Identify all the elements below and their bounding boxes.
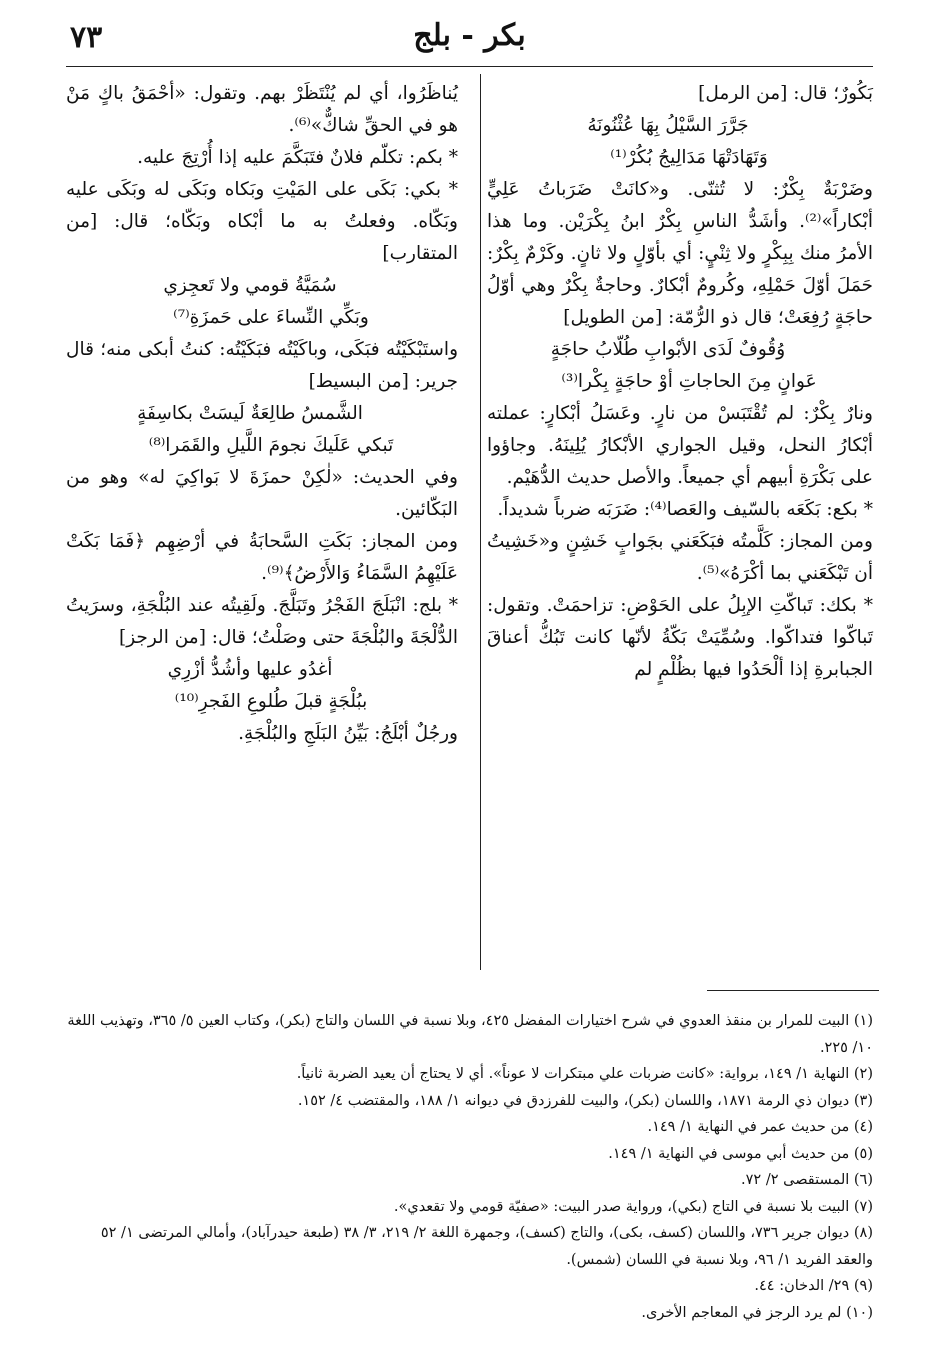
column-divider <box>480 74 481 970</box>
paragraph: ونارٌ بِكْرٌ: لم تُقْتَبَسْ من نارٍ. وعَسَلُ أبْكارٍ: عملته أبْكارُ النحل، وقيل الجواري الأبْكارُ يُلِينَهُ. وجاؤوا على بَكْرَةِ أبيهم أي جميعاً. والأصل حديث الدُّهَيْم. <box>487 403 873 488</box>
verse-line: تَبكي عَلَيكَ نجومَ اللَّيلِ والقَمَرا⁽⁸⁾ <box>148 435 394 456</box>
verse-line: جَرَّرَ السَّيْلُ بِهَا عُثْنُونَهُ <box>587 115 749 136</box>
footnote: (٣) ديوان ذي الرمة ١٨٧١، واللسان (بكر)، والبيت للفرزدق في ديوانه ١/ ١٨٨، والمقتضب ٤/ ١٥٢. <box>297 1092 873 1109</box>
paragraph: ورجُلٌ أبْلَجُ: بَيِّنُ البَلَجِ والبُلْجَةِ. <box>238 723 458 744</box>
entry-bky: * بكي: بَكَى على المَيْتِ وبَكاه وبَكَى له وبَكَى عليه وبَكّاه. وفعلتُ به ما أبْكاه وبَكّاه؛ قال: [من المتقارب] <box>66 179 458 264</box>
verse-line: عَوانٍ مِنَ الحاجاتِ أوْ حاجَةٍ بِكْرا⁽³⁾ <box>561 371 817 392</box>
footnote-rule <box>707 990 879 991</box>
footnote: (٢) النهاية ١/ ١٤٩، برواية: «كانت ضربات علي مبتكرات لا عوناً». أي لا يحتاج أن يعيد الضربة ثانياً. <box>296 1066 873 1082</box>
footnote: (٧) البيت بلا نسبة في التاج (بكي)، ورواية صدر البيت: «صفيّة قومي ولا تقعدي». <box>393 1198 873 1215</box>
page-header <box>60 18 879 62</box>
footnote: (٩) ٢٩/ الدخان: ٤٤. <box>754 1278 873 1294</box>
running-title: بكر - بلج <box>413 18 526 53</box>
entry-bkk: * بكك: تَباكّتِ الإبِلُ على الحَوْضِ: تزاحمَتْ. وتقول: تَباكّوا فتداكّوا. وسُمِّيَتْ بَكّةُ لأنّها كانت تَبُكُّ أعناقَ الجبابرةِ إذا ألْحَدُوا فيها بظُلْمٍ لم <box>487 595 873 680</box>
footnote: (٦) المستقصى ٢/ ٧٢. <box>741 1172 873 1188</box>
footnote: (٥) من حديث أبي موسى في النهاية ١/ ١٤٩. <box>608 1145 873 1162</box>
paragraph: ومن المجاز: بَكَتِ السَّحابَةُ في أرْضِهِم ﴿فَمَا بَكَتْ عَلَيْهِمُ السَّمَاءُ وَالأَرْضُ﴾⁽⁹⁾. <box>66 531 458 584</box>
entry-bkm: * بكم: تكلّم فلانٌ فتَبَكَّمَ عليه إذا أُرْتِجَ عليه. <box>137 147 458 168</box>
page-number: ٧٣ <box>70 20 103 55</box>
paragraph: ومن المجاز: كَلَّمتُه فبَكَعَني بجَوابٍ خَشِنٍ و«خَشِيتُ أن تَبْكَعَني بما أكْرَهُ»⁽⁵⁾. <box>487 531 873 584</box>
verse-line: وَتَهَادَتْهَا مَدَالِيجُ بُكُرْ⁽¹⁾ <box>610 147 768 168</box>
footnotes <box>65 1008 873 1326</box>
verse-line: أغدُو عليها وأشُدُّ أزْرِي <box>167 659 333 680</box>
footnote: (٤) من حديث عمر في النهاية ١/ ١٤٩. <box>647 1119 873 1135</box>
footnote: (١٠) لم يرد الرجز في المعاجم الأخرى. <box>641 1304 873 1321</box>
entry-blj: * بلج: انْبَلَجَ الفَجْرُ وتَبَلَّجَ. ولَقِيتُه عند البُلْجَةِ، وسرَيتُ الدُّلْجَةَ والبُلْجَةَ حتى وصَلْتُ؛ قال: [من الرجز] <box>66 595 458 648</box>
right-column <box>487 78 873 686</box>
verse-line: سُمَيَّةُ قومي ولا تَعجِزي <box>163 275 337 296</box>
paragraph: بَكُورٌ؛ قال: [من الرمل] <box>698 83 873 104</box>
left-column <box>66 78 458 750</box>
verse-line: الشَّمسُ طالِعَةٌ لَيسَتْ بكاسِفَةٍ <box>137 403 363 424</box>
verse-line: وبَكِّي النِّساءَ على حَمزَةِ⁽⁷⁾ <box>173 307 369 328</box>
paragraph: وضَرْبَةٌ بِكْرٌ: لا تُثنّى. و«كانَتْ ضَرَباتُ عَلِيٍّ أبْكاراً»⁽²⁾. وأشَدُّ الناسِ بِكْرٌ ابنُ بِكْرَيْن. وما هذا الأمرُ منك بِبِكْرٍ ولا ثِنْيٍ: أي بأوّلٍ ولا ثانٍ. وكَرْمٌ بِكْرٌ: حَمَلَ أوّلَ حَمْلِهِ، وكُرومٌ أبْكارٌ. وحاجةٌ بِكْرٌ وهي أوّلُ حاجَةٍ رُفِعَتْ؛ قال ذو الرُّمّة: [من الطويل] <box>487 179 873 328</box>
header-rule <box>66 66 873 67</box>
paragraph: وفي الحديث: «لٰكِنْ حمزَةَ لا بَواكِيَ له» وهو من البَكّائين. <box>66 467 458 520</box>
footnote: (١) البيت للمرار بن منقذ العدوي في شرح اختيارات المفضل ٤٢٥، وبلا نسبة في اللسان والتاج (بكر)، وكتاب العين ٥/ ٣٦٥، وتهذيب اللغة ١٠/ ٢٢٥. <box>67 1013 873 1056</box>
paragraph: يُناظَرُوا، أي لم يُنْتَظَرْ بهم. وتقول: «أحْمَقُ باكٍ مَنْ هو في الحقِّ شاكٌّ»⁽⁶⁾. <box>66 83 458 136</box>
verse-line: وُقُوفٌ لَدَى الأبْوابِ طُلّابُ حاجَةٍ <box>550 339 786 360</box>
verse-line: ببُلْجَةٍ قبلَ طُلوعِ الفَجرِ⁽¹⁰⁾ <box>174 691 368 712</box>
paragraph: واستَبْكَيْتُه فبَكَى، وباكَيْتُه فبَكَيْتُه: كنتُ أبكى منه؛ قال جرير: [من البسيط] <box>66 339 458 392</box>
entry-bkع: * بكع: بَكَعَه بالسّيف والعَصا⁽⁴⁾: ضَرَبَه ضرباً شديداً. <box>497 499 873 520</box>
footnote: (٨) ديوان جرير ٧٣٦، واللسان (كسف، بكى)، والتاج (كسف)، وجمهرة اللغة ٢/ ٢١٩، ٣/ ٣٨ (طبعة حيدرآباد)، وأمالي المرتضى ١/ ٥٢ والعقد الفريد ١/ ٩٦، وبلا نسبة في اللسان (شمس). <box>100 1225 873 1268</box>
